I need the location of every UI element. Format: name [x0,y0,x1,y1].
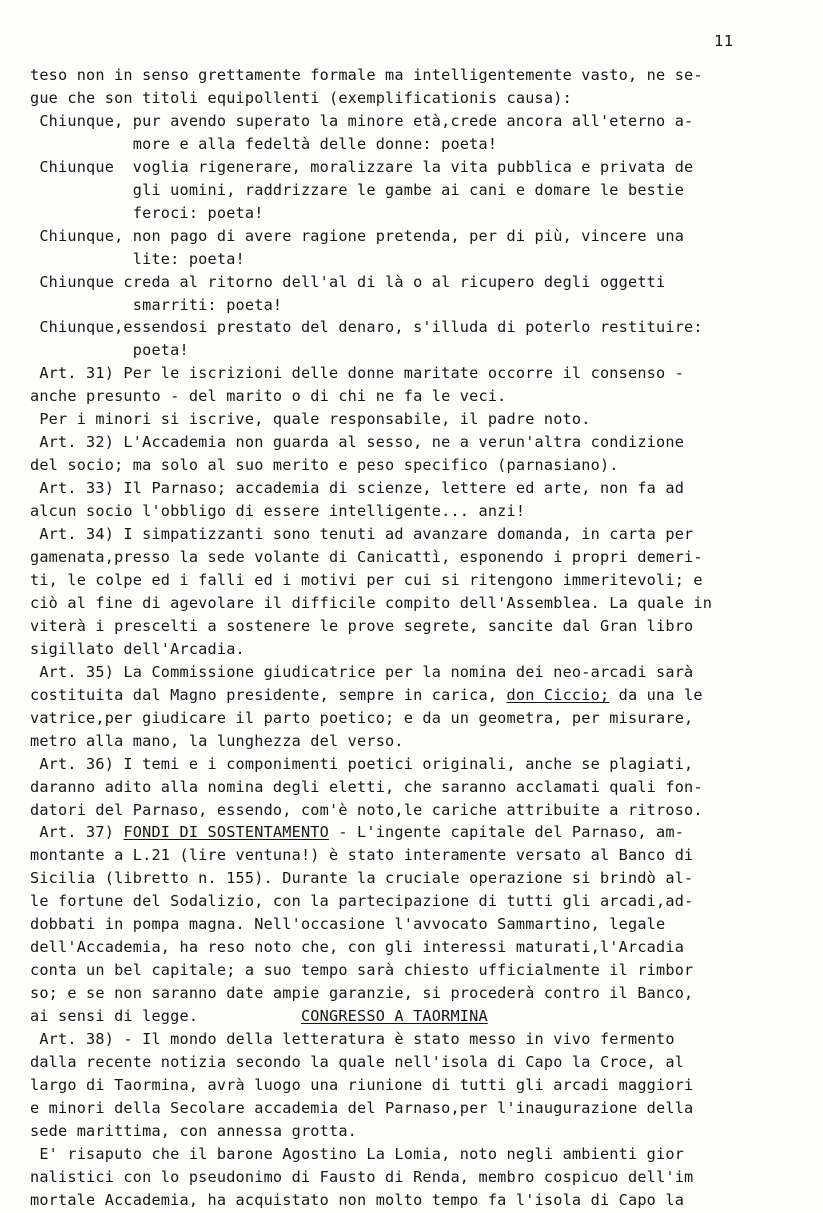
body-text [30,64,800,1212]
text-line: Art. 32) L'Accademia non guarda al sesso, ne a verun'altra condizione [30,433,685,452]
text-line: Art. 34) I simpatizzanti sono tenuti ad avanzare domanda, in carta per [30,525,694,544]
text-line: Chiunque, pur avendo superato la minore età,crede ancora all'eterno a- [30,111,694,130]
text-line: metro alla mano, la lunghezza del verso. [30,731,404,750]
text-line: Art. 35) La Commissione giudicatrice per la nomina dei neo-arcadi sarà [30,662,694,681]
text-line: ti, le colpe ed i falli ed i motivi per cui si ritengono immeritevoli; e [30,570,703,589]
text-line: nalistici con lo pseudonimo di Fausto di Renda, membro cospicuo dell'im [30,1167,694,1186]
text-line: Art. 38) - Il mondo della letteratura è stato messo in vivo fermento [30,1030,675,1049]
text-line: costituita dal Magno presidente, sempre in carica, don Ciccio; da una le [30,685,703,704]
text-line: dalla recente notizia secondo la quale nell'isola di Capo la Croce, al [30,1052,685,1071]
underlined-phrase: FONDI DI SOSTENTAMENTO [123,823,329,842]
text-line: gli uomini, raddrizzare le gambe ai cani e domare le bestie [30,180,685,199]
text-line: Sicilia (libretto n. 155). Durante la cruciale operazione si brindò al- [30,869,694,888]
text-line: del socio; ma solo al suo merito e peso specifico (parnasiano). [30,456,619,475]
text-line: gamenata,presso la sede volante di Canicattì, esponendo i propri demeri- [30,548,703,567]
text-line: ai sensi di legge. CONGRESSO A TAORMINA [30,1007,488,1026]
text-line: conta un bel capitale; a suo tempo sarà chiesto ufficialmente il rimbor [30,961,694,980]
text-line: Chiunque voglia rigenerare, moralizzare la vita pubblica e privata de [30,157,694,176]
text-line: mortale Accademia, ha acquistato non molto tempo fa l'isola di Capo la [30,1190,685,1209]
text-line: Art. 33) Il Parnaso; accademia di scienze, lettere ed arte, non fa ad [30,479,685,498]
text-line: Art. 36) I temi e i componimenti poetici originali, anche se plagiati, [30,754,694,773]
underlined-phrase: CONGRESSO A TAORMINA [300,1007,488,1026]
text-line: Chiunque,essendosi prestato del denaro, s'illuda di poterlo restituire: [30,318,703,337]
text-line: Per i minori si iscrive, quale responsabile, il padre noto. [30,410,591,429]
text-line: more e alla fedeltà delle donne: poeta! [30,134,498,153]
text-line: sigillato dell'Arcadia. [30,639,245,658]
text-line: alcun socio l'obbligo di essere intelligente... anzi! [30,502,526,521]
text-line: Art. 31) Per le iscrizioni delle donne maritate occorre il consenso - [30,364,685,383]
text-line: teso non in senso grettamente formale ma intelligentemente vasto, ne se- [30,66,703,84]
text-line: daranno adito alla nomina degli eletti, che saranno acclamati quali fon- [30,777,703,796]
text-line: gue che son titoli equipollenti (exemplificationis causa): [30,88,572,107]
text-line: le fortune del Sodalizio, con la partecipazione di tutti gli arcadi,ad- [30,892,694,911]
text-line: dobbati in pompa magna. Nell'occasione l'avvocato Sammartino, legale [30,915,666,934]
text-line: Chiunque creda al ritorno dell'al di là o al ricupero degli oggetti [30,272,666,291]
text-line: vatrice,per giudicare il parto poetico; e da un geometra, per misurare, [30,708,694,727]
text-line: Chiunque, non pago di avere ragione pretenda, per di più, vincere una [30,226,685,245]
text-line: viterà i prescelti a sostenere le prove segrete, sancite dal Gran libro [30,616,694,635]
text-line: E' risaputo che il barone Agostino La Lomia, noto negli ambienti gior [30,1144,685,1163]
page-number: 11 [714,32,734,50]
text-line: Art. 37) FONDI DI SOSTENTAMENTO - L'ingente capitale del Parnaso, am- [30,823,685,842]
text-line: dell'Accademia, ha reso noto che, con gli interessi maturati,l'Arcadia [30,938,685,957]
text-line: sede marittima, con annessa grotta. [30,1121,358,1140]
text-line: smarriti: poeta! [30,295,283,314]
text-line: anche presunto - del marito o di chi ne fa le veci. [30,387,507,406]
text-line: so; e se non saranno date ampie garanzie, si procederà contro il Banco, [30,984,694,1003]
underlined-phrase: don Ciccio; [506,685,610,704]
text-line: e minori della Secolare accademia del Parnaso,per l'inaugurazione della [30,1098,694,1117]
text-line: feroci: poeta! [30,203,264,222]
text-line: lite: poeta! [30,249,245,268]
text-line: poeta! [30,341,189,360]
text-line: largo di Taormina, avrà luogo una riunione di tutti gli arcadi maggiori [30,1075,694,1094]
text-line: montante a L.21 (lire ventuna!) è stato interamente versato al Banco di [30,846,694,865]
text-line: datori del Parnaso, essendo, com'è noto,le cariche attribuite a ritroso. [30,800,703,819]
text-line: ciò al fine di agevolare il difficile compito dell'Assemblea. La quale in [30,593,713,612]
